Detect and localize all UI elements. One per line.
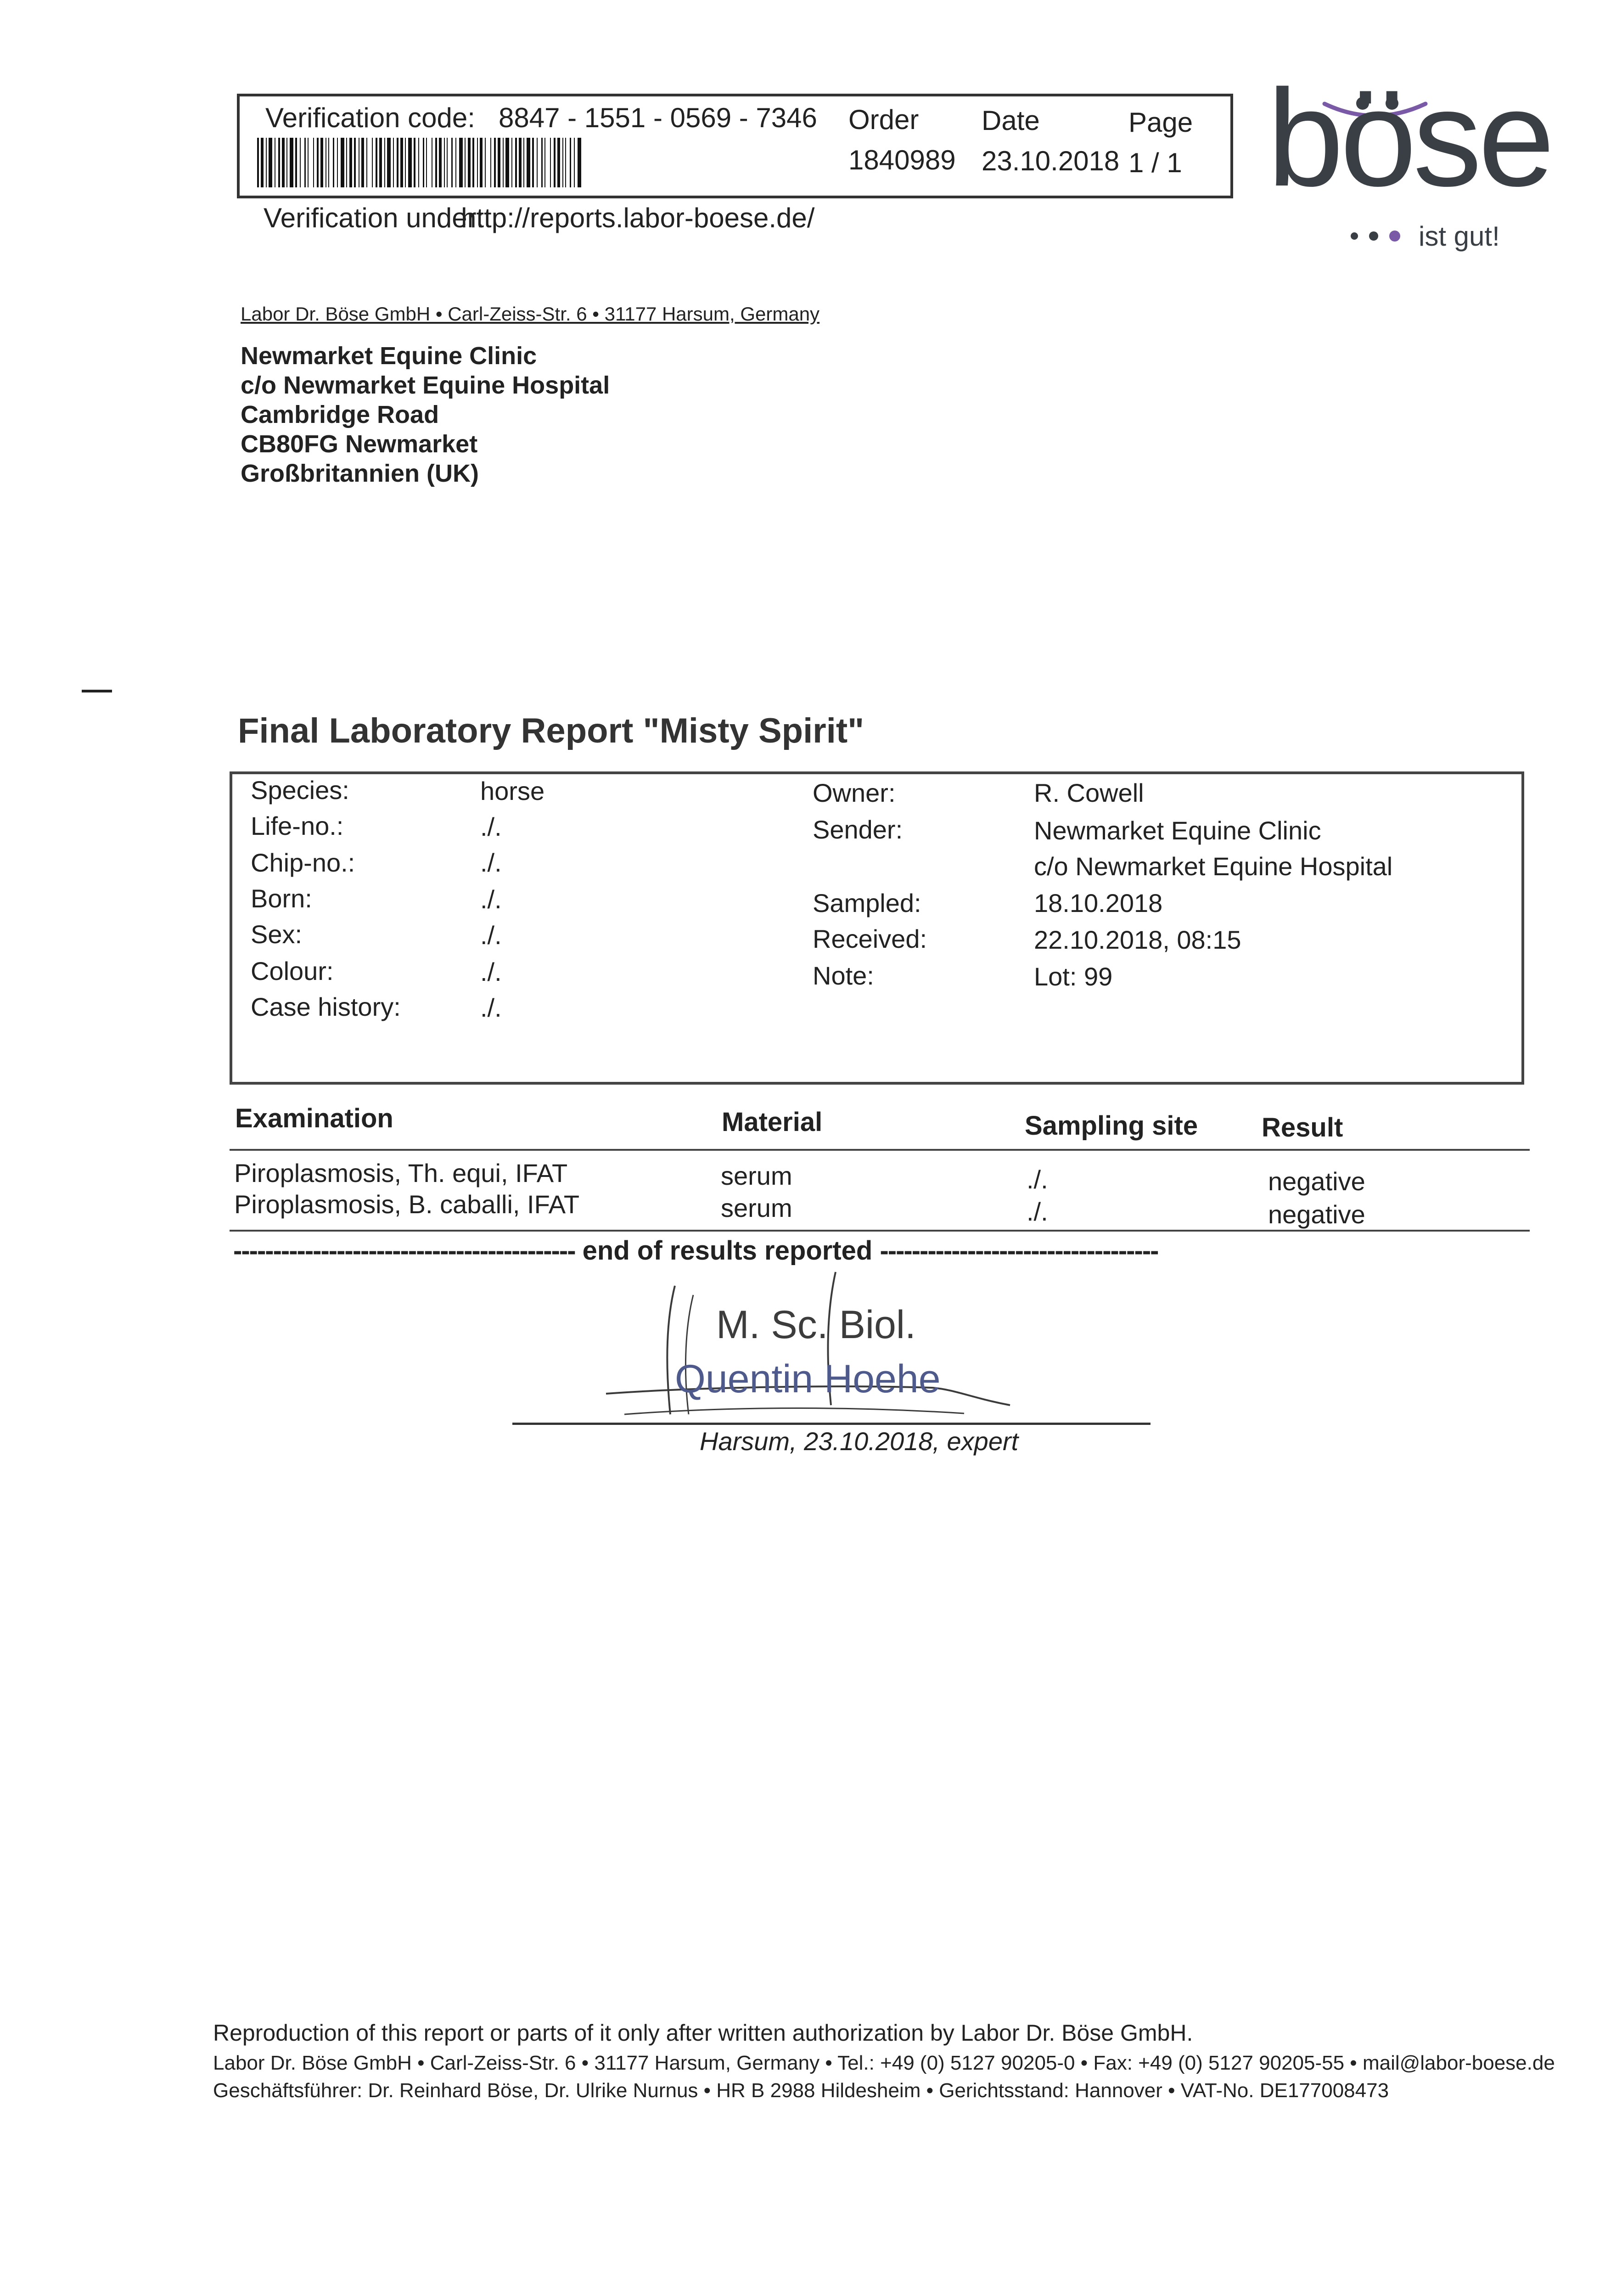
barcode-bar [451, 138, 453, 187]
barcode-bar [468, 138, 471, 187]
page-value: 1 / 1 [1128, 147, 1182, 178]
material-column-header: Material [722, 1107, 823, 1137]
barcode-bar [444, 138, 445, 187]
table-header-rule [230, 1149, 1530, 1151]
barcode-bar [527, 138, 530, 187]
material-cell: serum [721, 1193, 792, 1222]
result-cell: negative [1268, 1167, 1365, 1196]
barcode-bar [562, 138, 563, 187]
barcode-bar [397, 138, 398, 187]
barcode-bar [505, 138, 509, 187]
barcode-bar [494, 138, 496, 187]
order-label: Order [848, 104, 919, 135]
barcode-bar [341, 138, 344, 187]
barcode-bar [515, 138, 517, 187]
barcode-bar [313, 138, 314, 187]
barcode-bar [317, 138, 319, 187]
material-cell: serum [721, 1161, 792, 1190]
barcode-bar [570, 138, 571, 187]
barcode-bar [578, 138, 581, 187]
barcode-bar [372, 138, 373, 187]
barcode-bar [261, 138, 264, 187]
born-value: ./. [480, 885, 502, 914]
barcode-bar [511, 138, 512, 187]
address-line: Newmarket Equine Clinic [241, 342, 537, 370]
sex-label: Sex: [251, 920, 303, 949]
barcode-bar [565, 138, 566, 187]
sender-value-line-2: c/o Newmarket Equine Hospital [1034, 852, 1393, 881]
dash-leader: ------------------------------------------- [233, 1236, 575, 1266]
sampling-site-column-header: Sampling site [1025, 1111, 1198, 1141]
sender-label: Sender: [813, 815, 903, 844]
verification-under-label: Verification under: [264, 203, 484, 233]
barcode-bar [480, 138, 483, 187]
barcode-bar [290, 138, 293, 187]
barcode-bar [423, 138, 424, 187]
barcode-bar [354, 138, 356, 187]
barcode-bar [554, 138, 556, 187]
barcode-bar [472, 138, 474, 187]
sex-value: ./. [480, 921, 502, 950]
born-label: Born: [251, 884, 312, 913]
order-value: 1840989 [848, 145, 956, 175]
barcode-bar [295, 138, 297, 187]
life-no-label: Life-no.: [251, 811, 344, 840]
barcode-bar [328, 138, 329, 187]
box-divider [836, 96, 839, 196]
barcode-bar [379, 138, 382, 187]
note-value: Lot: 99 [1034, 962, 1113, 991]
case-history-label: Case history: [251, 992, 401, 1021]
address-line: c/o Newmarket Equine Hospital [241, 371, 610, 399]
barcode-bar [366, 138, 367, 187]
sampled-label: Sampled: [813, 889, 921, 917]
barcode-bar [498, 138, 500, 187]
barcode-bar [405, 138, 406, 187]
life-no-value: ./. [480, 812, 502, 841]
page-label: Page [1128, 107, 1193, 138]
barcode-bar [418, 138, 419, 187]
barcode-bar [286, 138, 287, 187]
table-bottom-rule [230, 1230, 1530, 1232]
sampling-site-cell: ./. [1027, 1165, 1048, 1194]
address-line: CB80FG Newmarket [241, 430, 478, 458]
note-label: Note: [813, 961, 874, 990]
barcode-bar [477, 138, 478, 187]
barcode-bar [557, 138, 560, 187]
chip-no-value: ./. [480, 848, 502, 877]
logo-tagline: ist gut! [1419, 221, 1500, 252]
barcode-bar [439, 138, 442, 187]
barcode-bar [574, 138, 575, 187]
barcode-bar [435, 138, 437, 187]
examination-column-header: Examination [235, 1103, 393, 1133]
barcode-bar [532, 138, 534, 187]
signature-caption: Harsum, 23.10.2018, expert [700, 1427, 1019, 1456]
chip-no-label: Chip-no.: [251, 848, 355, 877]
sender-return-address: Labor Dr. Böse GmbH • Carl-Zeiss-Str. 6 • 31177 Harsum, Germany [241, 303, 820, 325]
barcode-bar [426, 138, 427, 187]
signature-line [512, 1423, 1151, 1425]
barcode-bar [300, 138, 301, 187]
barcode-bar [384, 138, 385, 187]
barcode-bar [550, 138, 551, 187]
barcode-image [257, 138, 583, 187]
fold-mark [82, 690, 112, 692]
barcode-bar [257, 138, 259, 187]
footer-reproduction-notice: Reproduction of this report or parts of it only after written authorization by Labor Dr. Böse GmbH. [213, 2020, 1193, 2046]
date-value: 23.10.2018 [982, 146, 1120, 176]
verification-code-label: Verification code: [265, 102, 475, 133]
barcode-bar [320, 138, 323, 187]
received-label: Received: [813, 924, 927, 953]
examination-cell: Piroplasmosis, B. caballi, IFAT [234, 1190, 580, 1219]
barcode-bar [503, 138, 504, 187]
examination-cell: Piroplasmosis, Th. equi, IFAT [234, 1159, 568, 1187]
signer-name: Quentin Hoehe [675, 1357, 941, 1401]
barcode-bar [459, 138, 463, 187]
footer-legal-line: Geschäftsführer: Dr. Reinhard Böse, Dr. Ulrike Nurnus • HR B 2988 Hildesheim • Gerichtsstand: Hannover • VAT-No. DE177008473 [213, 2079, 1389, 2102]
address-line: Cambridge Road [241, 401, 439, 428]
barcode-bar [376, 138, 377, 187]
signer-degree: M. Sc. Biol. [716, 1303, 916, 1347]
end-of-results-label: end of results reported [582, 1236, 873, 1266]
barcode-bar [490, 138, 491, 187]
sender-value: Newmarket Equine Clinic [1034, 816, 1321, 845]
barcode-bar [455, 138, 456, 187]
result-column-header: Result [1262, 1113, 1343, 1142]
received-value: 22.10.2018, 08:15 [1034, 925, 1241, 954]
barcode-bar [304, 138, 306, 187]
barcode-bar [349, 138, 352, 187]
barcode-bar [266, 138, 267, 187]
address-line: Großbritannien (UK) [241, 460, 479, 487]
species-value: horse [480, 777, 545, 805]
barcode-bar [333, 138, 334, 187]
barcode-bar [537, 138, 538, 187]
colour-label: Colour: [251, 957, 334, 985]
barcode-bar [400, 138, 403, 187]
barcode-bar [544, 138, 545, 187]
report-title: Final Laboratory Report "Misty Spirit" [238, 711, 864, 750]
barcode-bar [519, 138, 522, 187]
end-of-results-line [233, 1235, 1309, 1266]
barcode-bar [393, 138, 394, 187]
owner-value: R. Cowell [1034, 778, 1144, 807]
case-history-value: ./. [480, 993, 502, 1022]
owner-label: Owner: [813, 778, 896, 807]
barcode-bar [361, 138, 364, 187]
footer-contact-line: Labor Dr. Böse GmbH • Carl-Zeiss-Str. 6 • 31177 Harsum, Germany • Tel.: +49 (0) 5127 90205-0 • Fax: +49 (0) 5127 90205-55 • mail@labor-boese.de [213, 2052, 1555, 2074]
barcode-bar [465, 138, 466, 187]
result-cell: negative [1268, 1200, 1365, 1229]
barcode-bar [541, 138, 543, 187]
barcode-bar [408, 138, 412, 187]
barcode-bar [282, 138, 285, 187]
barcode-bar [269, 138, 272, 187]
barcode-bar [346, 138, 347, 187]
barcode-bar [278, 138, 280, 187]
logo-wordmark: böse [1267, 61, 1551, 215]
barcode-bar [308, 138, 309, 187]
date-label: Date [982, 105, 1040, 136]
barcode-bar [337, 138, 338, 187]
dash-leader: ----------------------------------- [880, 1236, 1158, 1266]
sampled-value: 18.10.2018 [1034, 889, 1163, 917]
barcode-bar [414, 138, 415, 187]
sampling-site-cell: ./. [1027, 1197, 1048, 1226]
logo-tag-dots-icon [1350, 230, 1404, 242]
colour-value: ./. [480, 957, 502, 986]
barcode-bar [485, 138, 486, 187]
verification-url[interactable]: http://reports.labor-boese.de/ [461, 203, 815, 233]
species-label: Species: [251, 776, 349, 805]
barcode-bar [387, 138, 391, 187]
verification-code-value: 8847 - 1551 - 0569 - 7346 [499, 102, 817, 133]
barcode-bar [447, 138, 448, 187]
barcode-bar [523, 138, 524, 187]
